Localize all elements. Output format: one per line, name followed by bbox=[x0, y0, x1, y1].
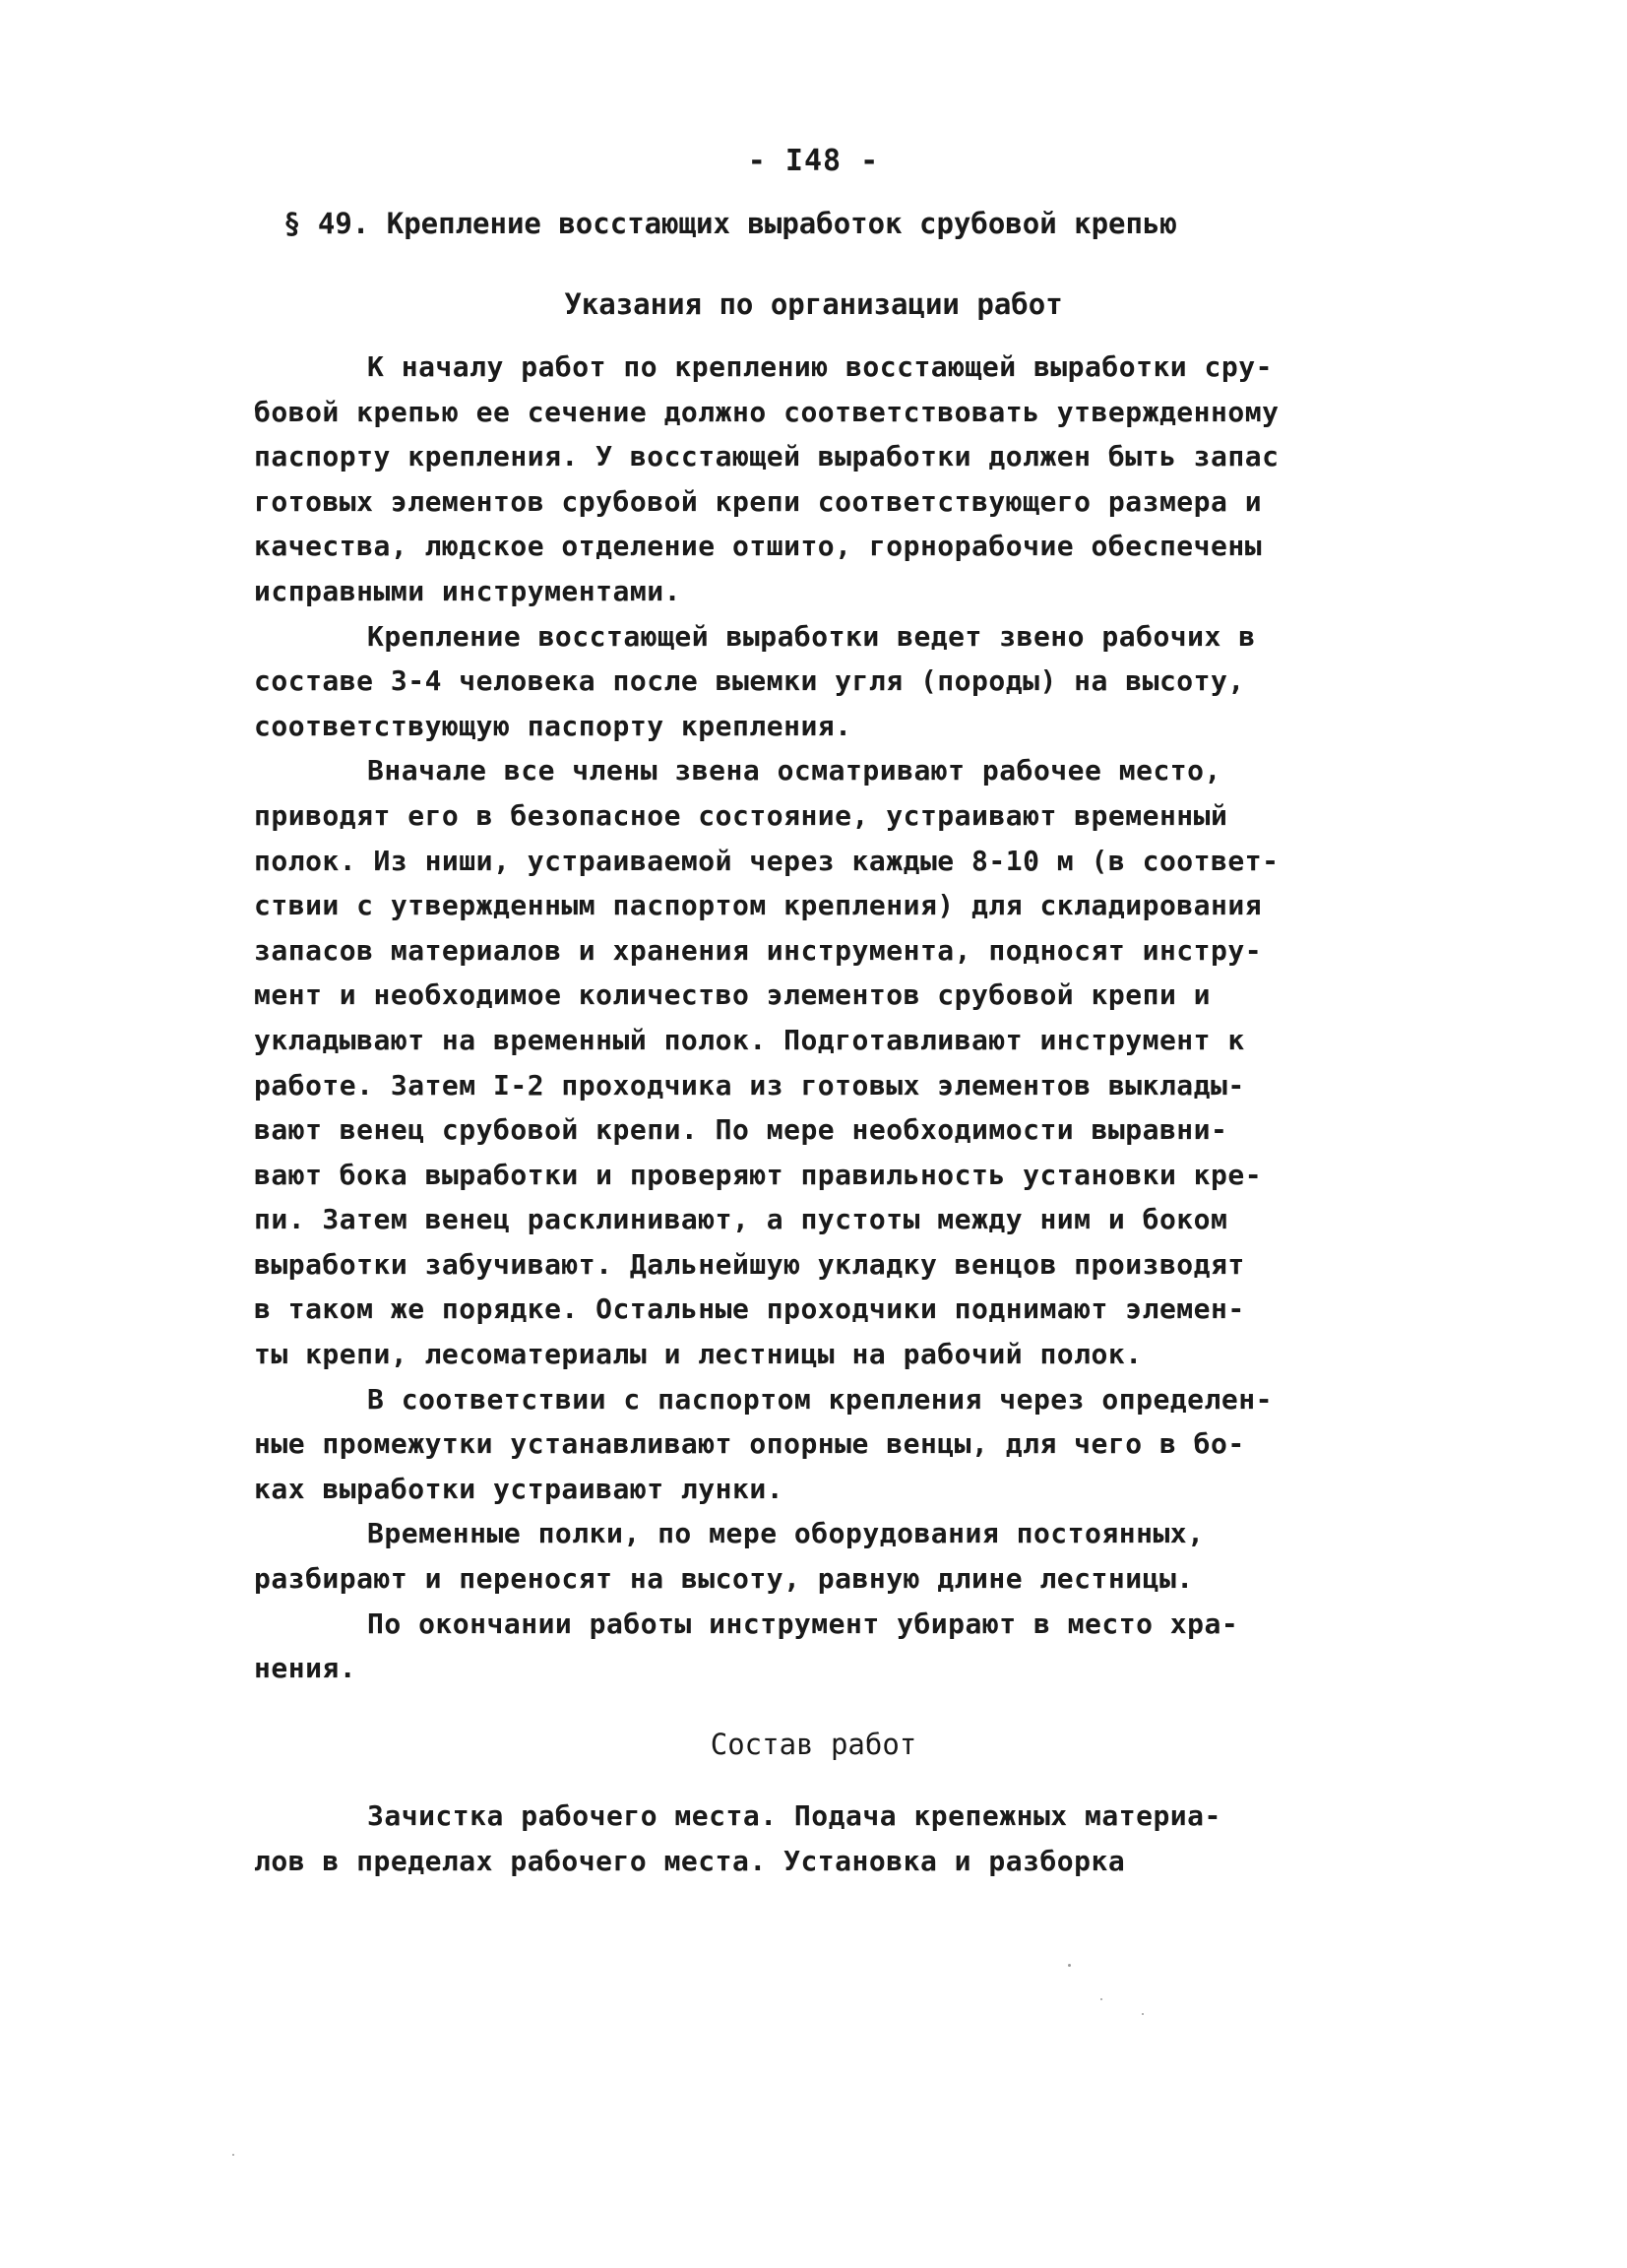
text-line: соответствующую паспорту крепления. bbox=[254, 709, 852, 742]
text-line: ствии с утвержденным паспортом крепления) для складирования bbox=[254, 889, 1263, 922]
text-line: лов в пределах рабочего места. Установка и разборка bbox=[254, 1844, 1126, 1877]
text-line: приводят его в безопасное состояние, устраивают временный bbox=[254, 798, 1228, 832]
text-line: К началу работ по креплению восстающей выработки сру- bbox=[367, 350, 1273, 383]
text-line: В соответствии с паспортом крепления через определен- bbox=[367, 1382, 1273, 1416]
text-line: По окончании работы инструмент убирают в место хра- bbox=[367, 1606, 1239, 1640]
text-line: бовой крепью ее сечение должно соответствовать утвержденному bbox=[254, 395, 1280, 428]
text-line: выработки забучивают. Дальнейшую укладку венцов производят bbox=[254, 1247, 1245, 1281]
text-line: Вначале все члены звена осматривают рабочее место, bbox=[367, 754, 1221, 788]
body-text-organization bbox=[254, 345, 1386, 1691]
text-line: ках выработки устраивают лунки. bbox=[254, 1472, 784, 1505]
text-line: качества, людское отделение отшито, горнорабочие обеспечены bbox=[254, 530, 1263, 563]
text-line: в таком же порядке. Остальные проходчики поднимают элемен- bbox=[254, 1292, 1245, 1326]
text-line: укладывают на временный полок. Подготавливают инструмент к bbox=[254, 1023, 1245, 1056]
section-title: § 49. Крепление восстающих выработок срубовой крепью bbox=[283, 207, 1177, 240]
subheading-work-organization: Указания по организации работ bbox=[564, 287, 1063, 321]
text-line: Зачистка рабочего места. Подача крепежных материа- bbox=[367, 1799, 1221, 1832]
text-line: ты крепи, лесоматериалы и лестницы на рабочий полок. bbox=[254, 1338, 1143, 1371]
scan-speck bbox=[1068, 1964, 1071, 1967]
text-line: мент и необходимое количество элементов срубовой крепи и bbox=[254, 978, 1212, 1012]
scan-speck bbox=[1100, 1998, 1102, 2000]
text-line: работе. Затем I-2 проходчика из готовых элементов выклады- bbox=[254, 1068, 1245, 1102]
text-line: паспорту крепления. У восстающей выработки должен быть запас bbox=[254, 440, 1280, 473]
scan-speck bbox=[1142, 2013, 1144, 2015]
text-line: составе 3-4 человека после выемки угля (породы) на высоту, bbox=[254, 664, 1245, 698]
text-line: пи. Затем венец расклинивают, а пустоты между ним и боком bbox=[254, 1203, 1228, 1236]
subheading-work-composition: Состав работ bbox=[710, 1728, 917, 1761]
body-text-composition bbox=[254, 1794, 1386, 1883]
text-line: ные промежутки устанавливают опорные венцы, для чего в бо- bbox=[254, 1427, 1245, 1461]
scan-speck bbox=[232, 2154, 234, 2156]
text-line: запасов материалов и хранения инструмента, подносят инстру- bbox=[254, 933, 1263, 967]
text-line: Временные полки, по мере оборудования постоянных, bbox=[367, 1517, 1205, 1550]
page-number: - I48 - bbox=[747, 144, 880, 178]
text-line: Крепление восстающей выработки ведет звено рабочих в bbox=[367, 619, 1256, 653]
text-line: вают бока выработки и проверяют правильность установки кре- bbox=[254, 1158, 1263, 1191]
text-line: полок. Из ниши, устраиваемой через каждые 8-10 м (в соответ- bbox=[254, 844, 1280, 877]
text-line: готовых элементов срубовой крепи соответствующего размера и bbox=[254, 484, 1263, 518]
text-line: исправными инструментами. bbox=[254, 574, 681, 607]
text-line: вают венец срубовой крепи. По мере необходимости выравни- bbox=[254, 1113, 1228, 1147]
text-line: разбирают и переносят на высоту, равную длине лестницы. bbox=[254, 1562, 1194, 1596]
text-line: нения. bbox=[254, 1652, 357, 1685]
